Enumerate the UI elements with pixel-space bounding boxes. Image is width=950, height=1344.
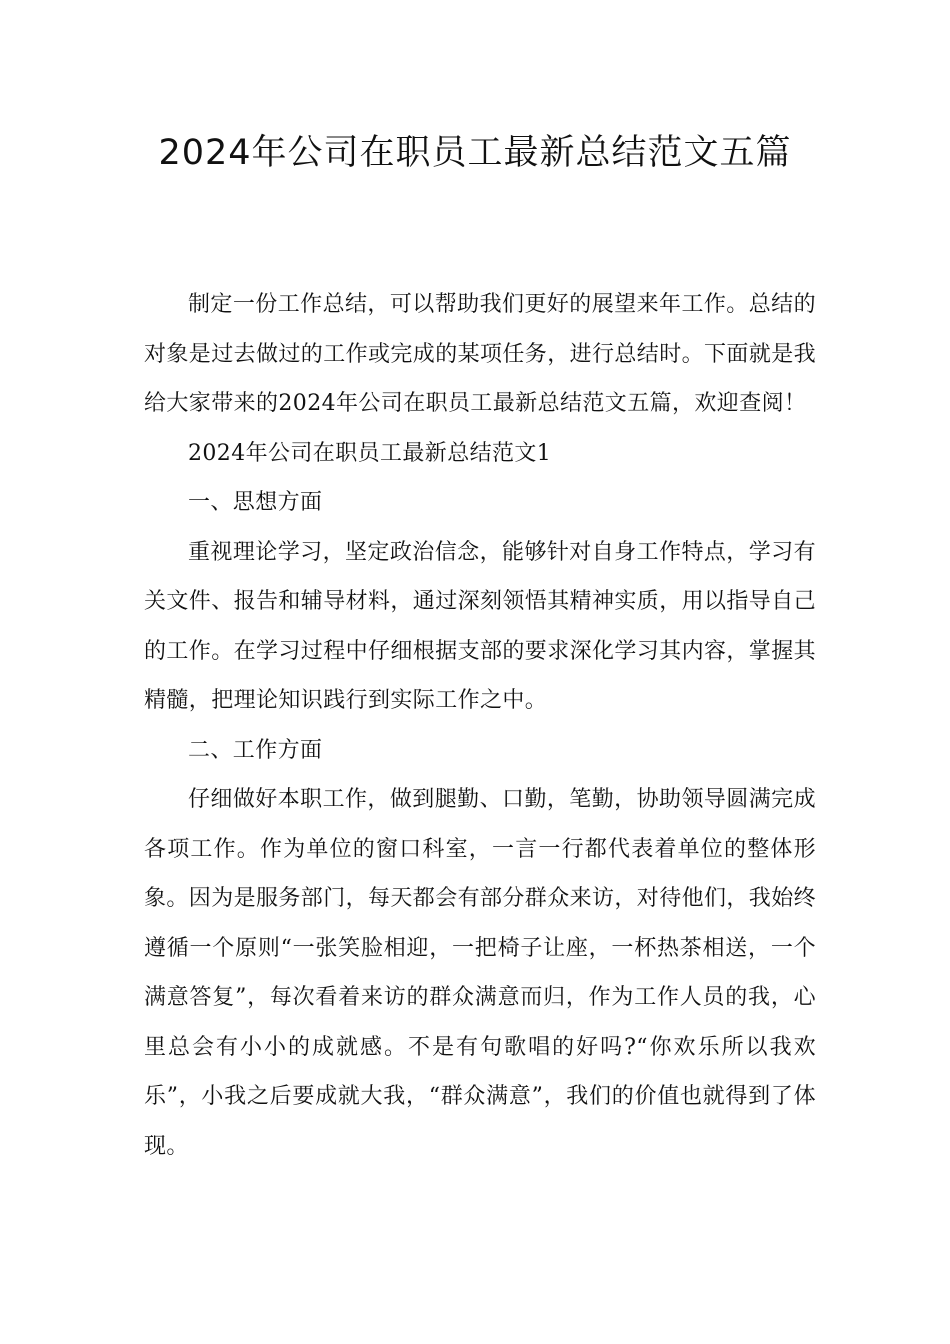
section-paragraph-thought: 重视理论学习，坚定政治信念，能够针对自身工作特点，学习有关文件、报告和辅导材料，通过深刻领悟其精神实质，用以指导自己的工作。在学习过程中仔细根据支部的要求深化学习其内容，掌握其精髓，把理论知识践行到实际工作之中。 (144, 539, 817, 713)
intro-paragraph: 制定一份工作总结，可以帮助我们更好的展望来年工作。总结的对象是过去做过的工作或完成的某项任务，进行总结时。下面就是我给大家带来的2024年公司在职员工最新总结范文五篇，欢迎查阅！ (144, 292, 817, 416)
section-heading-work: 二、工作方面 (188, 737, 323, 763)
section-paragraph-work: 仔细做好本职工作，做到腿勤、口勤，笔勤，协助领导圆满完成各项工作。作为单位的窗口科室，一言一行都代表着单位的整体形象。因为是服务部门，每天都会有部分群众来访，对待他们，我始终遵循一个原则“一张笑脸相迎，一把椅子让座，一杯热茶相送，一个满意答复”，每次看着来访的群众满意而归，作为工作人员的我，心里总会有小小的成就感。不是有句歌唱的好吗?“你欢乐所以我欢乐”，小我之后要成就大我，“群众满意”，我们的价值也就得到了体现。 (144, 787, 817, 1159)
document-title: 2024年公司在职员工最新总结范文五篇 (158, 133, 792, 173)
essay-title: 2024年公司在职员工最新总结范文1 (188, 440, 552, 466)
document-body (144, 280, 816, 1171)
section-heading-thought: 一、思想方面 (188, 490, 323, 515)
